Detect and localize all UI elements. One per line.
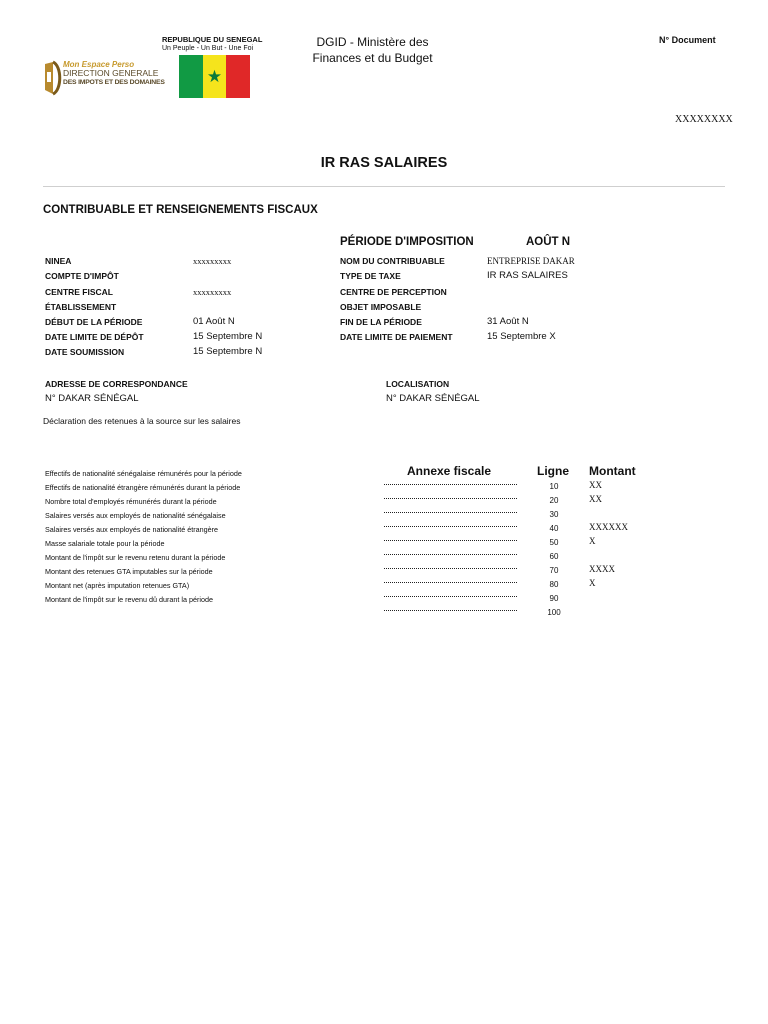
table-row-description: Effectifs de nationalité sénégalaise rémunérés pour la période: [45, 469, 242, 478]
table-row-amount: XXXX: [589, 564, 615, 574]
period-value: AOÛT N: [526, 236, 571, 248]
tax-center-label: CENTRE FISCAL: [45, 287, 113, 297]
annex-dotted-line: [384, 554, 517, 555]
section-title: CONTRIBUABLE ET RENSEIGNEMENTS FISCAUX: [43, 204, 318, 216]
location-value: N° DAKAR SÉNÉGAL: [386, 393, 480, 404]
table-row-description: Masse salariale totale pour la période: [45, 539, 165, 548]
annex-dotted-line: [384, 484, 517, 485]
line-header: Ligne: [537, 464, 569, 478]
submission-date-value: 15 Septembre N: [193, 346, 263, 357]
tax-account-label: COMPTE D'IMPÔT: [45, 271, 119, 281]
submission-date-label: DATE SOUMISSION: [45, 347, 125, 357]
annex-dotted-line: [384, 498, 517, 499]
annex-dotted-line: [384, 610, 517, 611]
page-title: IR RAS SALAIRES: [320, 155, 448, 171]
filing-deadline-label: DATE LIMITE DE DÉPÔT: [45, 332, 144, 342]
establishment-label: ÉTABLISSEMENT: [45, 302, 117, 312]
table-row-description: Montant net (après imputation retenues GTA): [45, 581, 190, 590]
annex-dotted-line: [384, 526, 517, 527]
filing-deadline-value: 15 Septembre N: [193, 331, 263, 342]
table-row-line: 70: [549, 566, 559, 575]
ninea-label: NINEA: [45, 256, 72, 266]
document-number-label: N° Document: [659, 35, 716, 45]
dgid-emblem-icon: [43, 60, 63, 96]
payment-deadline-value: 15 Septembre X: [487, 331, 556, 342]
logo-line-1: Mon Espace Perso: [63, 60, 135, 69]
tax-type-value: IR RAS SALAIRES: [487, 270, 568, 281]
annex-header: Annexe fiscale: [407, 464, 492, 478]
table-row-description: Salaires versés aux employés de nationalité étrangère: [45, 525, 218, 534]
table-row-line: 100: [547, 608, 561, 617]
table-row-amount: X: [589, 536, 596, 546]
period-end-value: 31 Août N: [487, 316, 529, 327]
collection-center-label: CENTRE DE PERCEPTION: [340, 287, 447, 297]
table-row-line: 80: [549, 580, 559, 589]
period-start-value: 01 Août N: [193, 316, 235, 327]
table-row-description: Montant de l'impôt sur le revenu retenu durant la période: [45, 553, 226, 562]
annex-dotted-line: [384, 596, 517, 597]
taxpayer-name-value: ENTREPRISE DAKAR: [487, 256, 575, 266]
tax-center-value: xxxxxxxxx: [193, 287, 232, 297]
logo-line-2: DIRECTION GENERALE: [63, 68, 159, 78]
location-label: LOCALISATION: [386, 379, 450, 389]
logo-line-3: DES IMPOTS ET DES DOMAINES: [63, 79, 165, 86]
annex-dotted-line: [384, 568, 517, 569]
table-row-description: Salaires versés aux employés de nationalité sénégalaise: [45, 511, 226, 520]
table-row-line: 50: [549, 538, 559, 547]
table-row-amount: X: [589, 578, 596, 588]
table-row-description: Montant de l'impôt sur le revenu dû durant la période: [45, 595, 213, 604]
tax-type-label: TYPE DE TAXE: [340, 271, 401, 281]
table-row-description: Nombre total d'employés rémunérés durant la période: [45, 497, 217, 506]
republic-label: REPUBLIQUE DU SENEGAL: [162, 35, 263, 44]
table-row-description: Montant des retenues GTA imputables sur la période: [45, 567, 213, 576]
amount-header: Montant: [589, 464, 636, 478]
table-row-amount: XX: [589, 480, 602, 490]
ninea-value: xxxxxxxxx: [193, 256, 232, 266]
annex-dotted-line: [384, 512, 517, 513]
table-row-amount: XX: [589, 494, 602, 504]
annex-dotted-line: [384, 540, 517, 541]
national-motto: Un Peuple - Un But - Une Foi: [162, 45, 254, 52]
table-row-amount: XXXXXX: [589, 522, 628, 532]
table-row-line: 20: [549, 496, 559, 505]
senegal-flag: [179, 55, 250, 98]
green-star-icon: ★: [206, 66, 223, 86]
title-divider: [43, 186, 725, 187]
document-number: XXXXXXXX: [675, 114, 733, 125]
period-start-label: DÉBUT DE LA PÉRIODE: [45, 317, 143, 327]
table-row-description: Effectifs de nationalité étrangère rémunérés durant la période: [45, 483, 241, 492]
table-row-line: 60: [549, 552, 559, 561]
taxable-object-label: OBJET IMPOSABLE: [340, 302, 422, 312]
period-end-label: FIN DE LA PÉRIODE: [340, 317, 422, 327]
dgid-logo: [43, 58, 168, 98]
table-row-line: 10: [549, 482, 559, 491]
address-label: ADRESSE DE CORRESPONDANCE: [45, 379, 188, 389]
declaration-text: Déclaration des retenues à la source sur les salaires: [43, 416, 241, 426]
period-label: PÉRIODE D'IMPOSITION: [340, 236, 474, 248]
table-row-line: 90: [549, 594, 559, 603]
annex-dotted-line: [384, 582, 517, 583]
taxpayer-name-label: NOM DU CONTRIBUABLE: [340, 256, 445, 266]
table-row-line: 30: [549, 510, 559, 519]
ministry-name: DGID - Ministère des Finances et du Budget: [312, 35, 433, 65]
table-row-line: 40: [549, 524, 559, 533]
address-value: N° DAKAR SÉNÉGAL: [45, 393, 139, 404]
payment-deadline-label: DATE LIMITE DE PAIEMENT: [340, 332, 453, 342]
